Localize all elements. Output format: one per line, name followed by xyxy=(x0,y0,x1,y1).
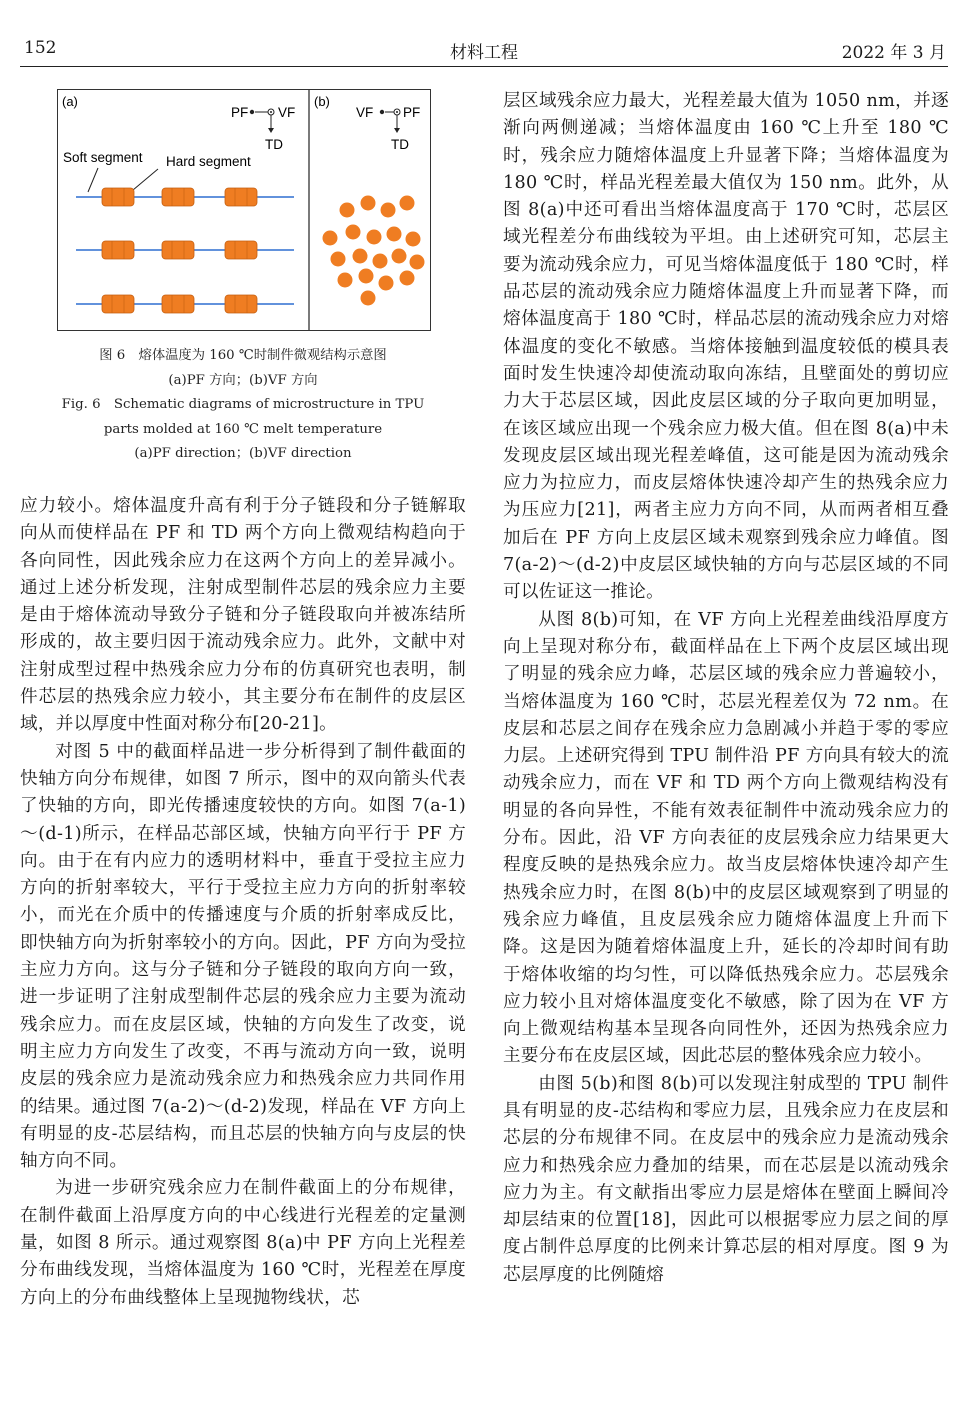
axis-b-td-label: TD xyxy=(391,137,409,152)
hard-segment-block xyxy=(102,241,134,259)
caption-cn-title: 图 6 熔体温度为 160 ℃时制件微观结构示意图 xyxy=(99,348,387,363)
panel-a-label: (a) xyxy=(62,94,78,109)
hard-domain-dot xyxy=(353,249,368,264)
panel-b-label: (b) xyxy=(314,94,330,109)
hard-domain-dot xyxy=(361,291,376,306)
hard-domain-dot xyxy=(381,203,396,218)
hard-segment-block xyxy=(162,188,194,206)
caption-en-panels: (a)PF direction；(b)VF direction xyxy=(134,446,352,461)
hard-segment-block xyxy=(225,295,257,313)
hard-domain-dot xyxy=(406,232,421,247)
axis-a-icon xyxy=(250,109,274,133)
hard-domain-dot xyxy=(338,273,353,288)
hard-domain-dot xyxy=(410,255,425,270)
axis-a-vf-label: VF xyxy=(278,105,296,120)
page-number: 152 xyxy=(24,38,57,58)
caption-en-title-2: parts molded at 160 ℃ melt temperature xyxy=(103,421,383,437)
hard-domain-dot xyxy=(379,276,394,291)
paragraph: 为进一步研究残余应力在制件截面上的分布规律，在制件截面上沿厚度方向的中心线进行光程差的定量测量，如图 8 所示。通过观察图 8(a)中 PF 方向上光程差分布曲线发现，当熔体温度为 160 ℃时，光程差在厚度方向上的分布曲线整体上呈现抛物线状，芯 xyxy=(20,1178,466,1308)
figure-6-caption xyxy=(20,344,466,467)
paragraph: 由图 5(b)和图 8(b)可以发现注射成型的 TPU 制件具有明显的皮-芯结构和零应力层，且残余应力在皮层和芯层的分布规律不同。在皮层中的残余应力是流动残余应力和热残余应力叠加的结果，而在芯层是以流动残余应力为主。有文献指出零应力层是熔体在壁面上瞬间冷却层结束的位置[18]，因此可以根据零应力层之间的厚度占制件总厚度的比例来计算芯层的相对厚度。图 9 为芯层厚度的比例随熔 xyxy=(503,1073,949,1285)
paragraph: 层区域残余应力最大，光程差最大值为 1050 nm，并逐渐向两侧递减；当熔体温度由 160 ℃上升至 180 ℃时，残余应力随熔体温度上升显著下降；当熔体温度为 180 ℃时，样品光程差最大值仅为 150 nm。此外，从图 8(a)中还可看出当熔体温度高于 170 ℃时，芯层区域光程差分布曲线较为平坦。由上述研究可知，芯层主要为流动残余应力，可见当熔体温度低于 180 ℃时，样品芯层的流动残余应力随熔体温度上升而显著下降，而熔体温度高于 180 ℃时，样品芯层的流动残余应力对熔体温度的变化不敏感。当熔体接触到温度较低的模具表面时发生快速冷却使流动取向冻结，且壁面处的剪切应力大于芯层区域，因此皮层区域的分子取向更加明显，在该区域应出现一个残余应力极大值。但在图 8(a)中未发现皮层区域出现光程差峰值，这可能是因为流动残余应力为拉应力，而皮层熔体快速冷却产生的热残余应力为压应力[21]，两者主应力方向不同，从而两者相互叠加后在 PF 方向上皮层区域未观察到残余应力峰值。图 7(a-2)～(d-2)中皮层区域快轴的方向与芯层区域的不同可以佐证这一推论。 xyxy=(503,91,949,603)
left-column xyxy=(20,493,466,1312)
hard-segment-pointer xyxy=(133,169,158,190)
hard-domain-dot xyxy=(359,269,374,284)
hard-domain-dot xyxy=(340,203,355,218)
hard-domain-dot xyxy=(392,249,407,264)
hard-domain-dot xyxy=(400,271,415,286)
hard-domain-dot xyxy=(400,196,415,211)
hard-segment-block xyxy=(102,295,134,313)
running-header xyxy=(20,38,948,68)
figure-6 xyxy=(57,89,431,331)
hard-segment-block xyxy=(102,188,134,206)
hard-segment-block xyxy=(225,241,257,259)
right-column xyxy=(503,88,949,1289)
hard-segment-domains xyxy=(323,196,425,306)
hard-domain-dot xyxy=(361,196,376,211)
hard-domain-dot xyxy=(367,230,382,245)
hard-segment-block xyxy=(162,241,194,259)
hard-segment-block xyxy=(162,295,194,313)
soft-segment-label: Soft segment xyxy=(63,150,143,165)
header-rule xyxy=(20,66,948,67)
paragraph: 对图 5 中的截面样品进一步分析得到了制件截面的快轴方向分布规律，如图 7 所示，图中的双向箭头代表了快轴的方向，即光传播速度较快的方向。如图 7(a-1)～(d-1)所示，在样品芯部区域，快轴方向平行于 PF 方向。由于在有内应力的透明材料中，垂直于受拉主应力方向的折射率较大，平行于受拉主应力方向的折射率较小，而光在介质中的传播速度与介质的折射率成反比，即快轴方向为折射率较小的方向。因此，PF 方向为受拉主应力方向。这与分子链和分子链段的取向方向一致，进一步证明了注射成型制件芯层的残余应力主要为流动残余应力。而在皮层区域，快轴的方向发生了改变，说明主应力方向发生了改变，不再与流动方向一致，说明皮层的残余应力是流动残余应力和热残余应力共同作用的结果。通过图 7(a-2)～(d-2)发现，样品在 VF 方向上有明显的皮-芯层结构，而且芯层的快轴方向与皮层的快轴方向不同。 xyxy=(20,741,466,1172)
figure-6-diagram xyxy=(58,90,430,330)
caption-cn-panels: (a)PF 方向；(b)VF 方向 xyxy=(168,372,318,388)
issue-date: 2022 年 3 月 xyxy=(841,43,946,63)
hard-segment-label: Hard segment xyxy=(166,154,251,169)
hard-segment-block xyxy=(225,188,257,206)
hard-domain-dot xyxy=(323,231,338,246)
paragraph: 从图 8(b)可知，在 VF 方向上光程差曲线沿厚度方向上呈现对称分布，截面样品在上下两个皮层区域出现了明显的残余应力峰，芯层区域的残余应力普遍较小，当熔体温度为 160 ℃时，芯层光程差仅为 72 nm。在皮层和芯层之间存在残余应力急剧减小并趋于零的零应力层。上述研究得到 TPU 制件沿 PF 方向具有较大的流动残余应力，而在 VF 和 TD 两个方向上微观结构没有明显的各向异性，不能有效表征制件中流动残余应力的分布。因此，沿 VF 方向表征的皮层残余应力结果更大程度反映的是热残余应力。故当皮层熔体快速冷却产生热残余应力时，在图 8(b)中的皮层区域观察到了明显的残余应力峰值，且皮层残余应力随熔体温度上升而下降。这是因为随着熔体温度上升，延长的冷却时间有助于熔体收缩的均匀性，可以降低热残余应力。芯层残余应力较小且对熔体温度变化不敏感，除了因为在 VF 方向上微观结构基本呈现各向同性外，还因为热残余应力主要分布在皮层区域，因此芯层的整体残余应力较小。 xyxy=(503,609,949,1067)
soft-segment-pointer xyxy=(88,168,98,192)
axis-a-pf-label: PF xyxy=(231,105,249,120)
panel-b xyxy=(314,94,425,306)
axis-a-td-label: TD xyxy=(265,137,283,152)
axis-b-vf-label: VF xyxy=(356,105,374,120)
caption-en-title-1: Fig. 6 Schematic diagrams of microstructure in TPU xyxy=(61,397,425,412)
axis-b-icon xyxy=(380,109,400,133)
polymer-chains xyxy=(76,188,294,313)
paragraph: 应力较小。熔体温度升高有利于分子链段和分子链解取向从而使样品在 PF 和 TD 两个方向上微观结构趋向于各向同性，因此残余应力在这两个方向上的差异减小。通过上述分析发现，注射成型制件芯层的残余应力主要是由于熔体流动导致分子链和分子链段取向并被冻结所形成的，故主要归因于流动残余应力。此外，文献中对注射成型过程中热残余应力分布的仿真研究也表明，制件芯层的热残余应力较小，其主要分布在制件的皮层区域，并以厚度中性面对称分布[20-21]。 xyxy=(20,496,466,735)
journal-title: 材料工程 xyxy=(450,43,518,63)
hard-domain-dot xyxy=(387,227,402,242)
hard-domain-dot xyxy=(346,225,361,240)
axis-b-pf-label: PF xyxy=(403,105,421,120)
hard-domain-dot xyxy=(331,252,346,267)
panel-a xyxy=(62,94,295,313)
hard-domain-dot xyxy=(373,254,388,269)
